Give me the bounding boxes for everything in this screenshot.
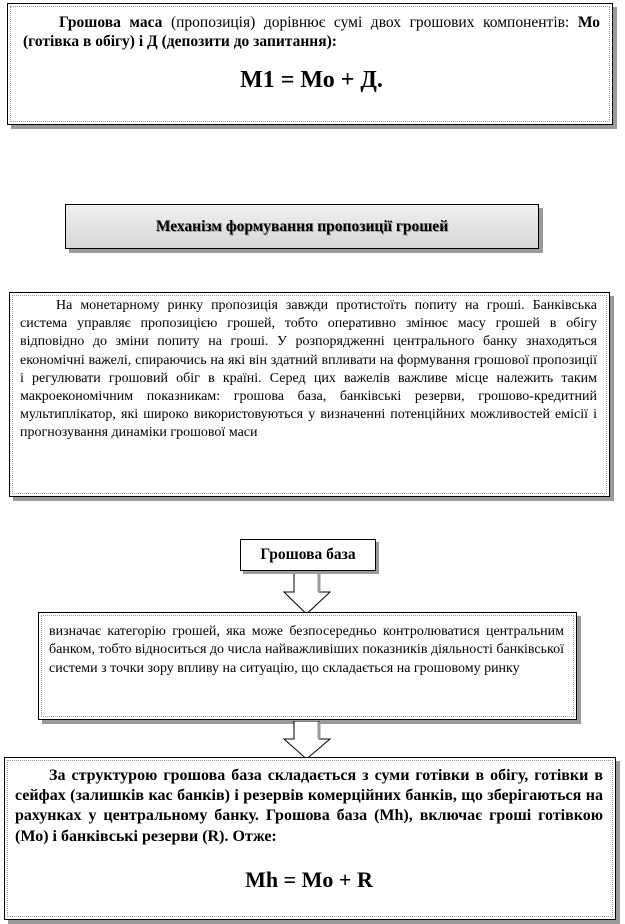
monetary-market-text: На монетарному ринку пропозиція завжди протистоїть попиту на гроші. Банківська система управляє пропозицією грошей, тобто оперативно змінює масу грошей в обігу відповідно до зміни попиту на гроші. У розпорядженні центрального банку знаходяться економічні важелі, спираючись на які він здатний впливати на формування грошової пропозиції і регулювати грошовий обіг в країні. Серед цих важелів важливе місце належить таким макроекономічним показникам: грошова база, банківські резерви, грошово-кредитний мультиплікатор, які широко використовуються у визначенні потенційних можливостей емісії і прогнозування динаміки грошової маси [20,298,597,441]
monetary-base-description: визначає категорію грошей, яка може безпосередньо контролюватися центральним банком, тобто відноситься до числа найважливіших показників діяльності банківської системи з точки зору впливу на ситуацію, що складається на грошовому ринку [49,624,564,676]
down-arrow-icon [281,571,333,616]
monetary-base-structure-text [15,766,603,847]
money-supply-definition [23,13,600,51]
money-supply-box [7,3,613,125]
money-supply-components: Мо (готівка в обігу) і Д (депозити до запитання): [23,14,600,50]
monetary-base-description-box [38,612,577,720]
money-supply-term: Грошова маса [59,14,163,31]
down-arrow-icon [281,721,333,761]
structure-text-lead: За структурою [49,767,164,784]
monetary-base-formula: Mh = Mo + R [245,866,373,892]
section-title: Механізм формування пропозиції грошей [65,204,539,249]
structure-text-body: складається з суми готівки в обігу, готівки в сейфах (залишків кас банків) і резервів комерційних банків, що зберігаються на рахунках у центральному банку. Грошова база (Mh), включає гроші готівкою (Мо) і банківські резерви (R). Отже: [15,767,604,845]
monetary-market-box [9,292,610,497]
monetary-base-term: грошова база [163,767,262,784]
monetary-base-label: Грошова база [240,539,376,571]
monetary-base-structure-box [4,757,616,920]
money-supply-formula: М1 = Мо + Д. [240,67,383,93]
money-supply-text: (пропозиція) дорівнює сумі двох грошових компонентів: [162,14,578,31]
